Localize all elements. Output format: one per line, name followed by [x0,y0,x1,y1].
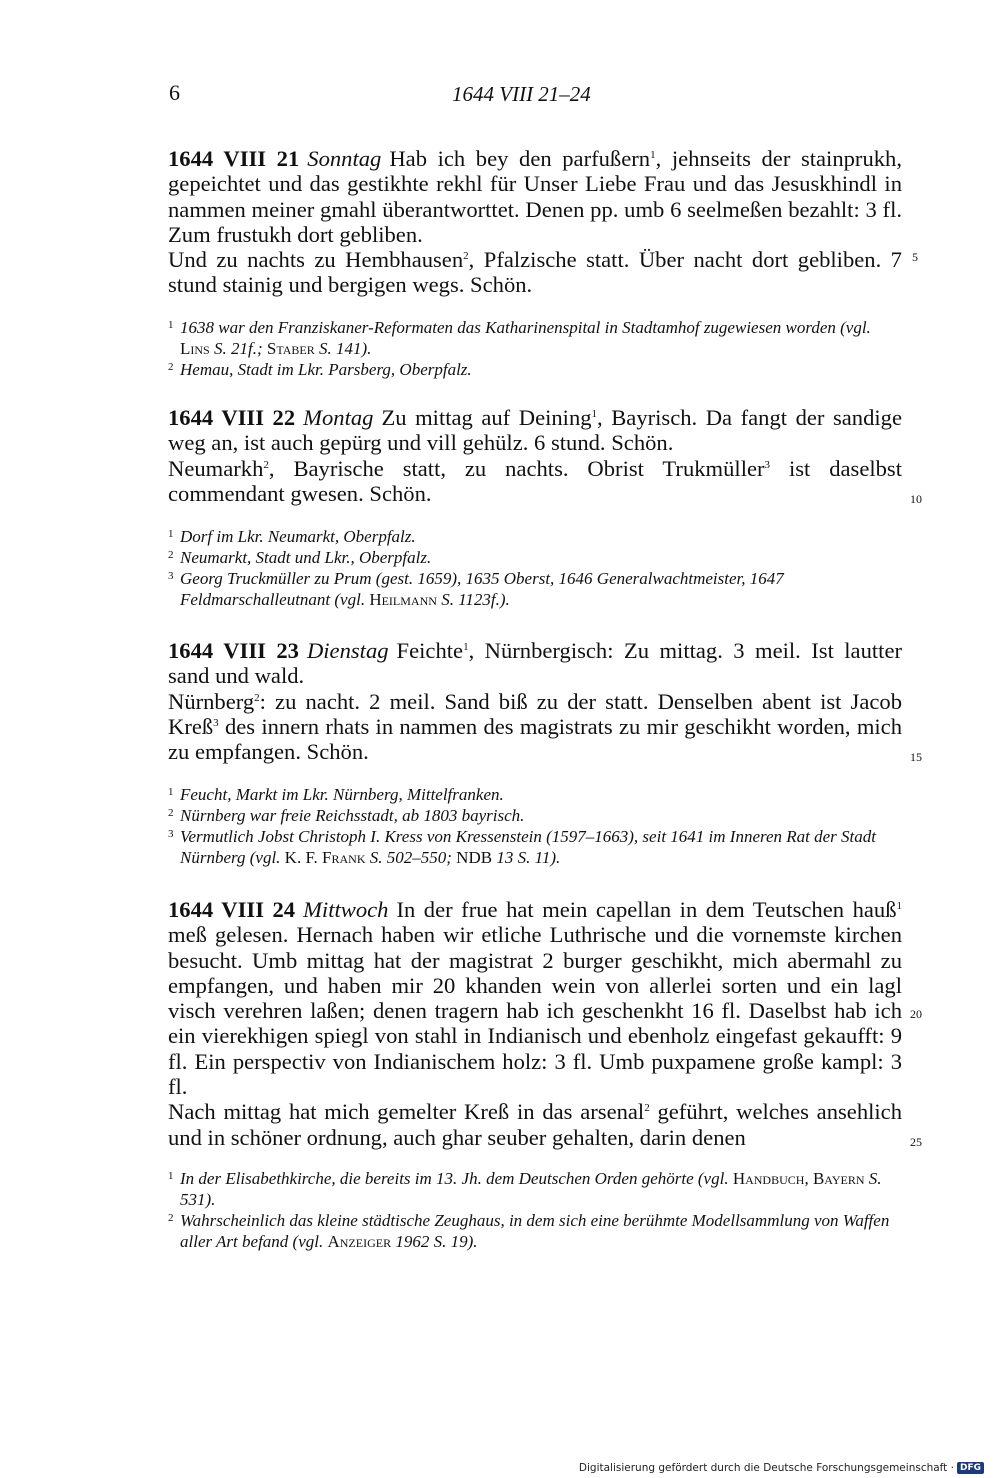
footnote-mark: 2 [168,361,174,373]
footnote-author: K. F. Frank [284,848,366,867]
entry-text: , Pfalzische statt. Über nacht dort gebliben. 7 stund stainig und bergigen wegs. Schön. [168,247,902,298]
footnote [168,317,902,359]
footnote-text: Neumarkt, Stadt und Lkr., Oberpfalz. [180,548,432,567]
footnote-mark: 1 [168,528,174,540]
entry-paragraph [168,405,902,456]
entry-paragraph [168,247,902,298]
dfg-logo-icon: DFG [957,1462,984,1474]
entry-4-footnotes [168,1168,902,1252]
footnote [168,526,902,547]
entry-weekday: Dienstag [306,638,389,663]
entry-text: meß gelesen. Hernach haben wir etliche Luthrische und die vornemste kirchen besucht. Umb mittag hat der magistrat 2 burger geschikht, mich abermahl zu empfangen, und haben mir 20 khanden wein von allerlei sorten und ein lagl visch verehren laßen; denen tragern hab ich geschenkht 16 fl. Daselbst hab ich ein vierekhigen spiegl von stahl in Indianisch und ebenholz eingefast gekaufft: 9 fl. Ein perspectiv von Indianischem holz: 3 fl. Umb puxpamene große kampl: 3 fl. [168,922,902,1100]
entry-weekday: Montag [303,405,374,430]
footnote-text: 1962 S. 19). [391,1232,478,1251]
entry-2-footnotes [168,526,902,610]
line-number-25: 25 [910,1135,922,1149]
footnote-author: Handbuch, Bayern [732,1169,865,1188]
line-number-10: 10 [910,492,922,506]
entry-date: 1644 VIII 22 [168,405,296,430]
footnote-ref: 2 [644,1102,650,1115]
footnote-text: S. 21f.; [209,339,267,358]
entry-paragraph [168,897,902,1099]
diary-entry-4 [168,897,902,1150]
entry-text: Feichte [396,638,464,663]
diary-entry-1 [168,146,902,298]
entry-3-footnotes [168,784,902,868]
footnote-author: Staber [266,339,315,358]
footnote-ref: 1 [463,641,469,653]
footnote [168,805,902,826]
footnote-text: Wahrscheinlich das kleine städtische Zeughaus, in dem sich eine berühmte Modellsammlung von Waffen aller Art befand (vgl. [180,1211,890,1251]
footnote-ref: 2 [254,691,260,704]
line-number-15: 15 [910,750,922,764]
entry-text: : zu nacht. 2 meil. Sand biß zu der statt. Denselben abent ist Jacob Kreß [168,688,902,739]
footnote-mark: 2 [168,807,174,819]
footnote-mark: 2 [168,549,174,561]
footnote-ref: 2 [263,458,269,471]
footnote [168,1168,902,1210]
dfg-credit [579,1462,984,1474]
footnote-text: Hemau, Stadt im Lkr. Parsberg, Oberpfalz. [180,360,472,379]
footnote-text: Vermutlich Jobst Christoph I. Kress von Kressenstein (1597–1663), seit 1641 im Inneren Rat der Stadt Nürnberg (vgl. [180,827,876,867]
entry-text: Zu mittag auf Deining [381,405,592,430]
entry-text: Nach mittag hat mich gemelter Kreß in das arsenal [168,1099,645,1125]
footnote-mark: 2 [168,1212,174,1224]
footnote-mark: 3 [168,828,174,840]
footnote-text: S. 502–550; [365,848,457,867]
entry-date: 1644 VIII 24 [168,897,296,922]
footnote-text: Georg Truckmüller zu Prum (gest. 1659), 1635 Oberst, 1646 Generalwachtmeister, 1647 Feldmarschalleutnant (vgl. [180,569,784,609]
entry-text: , Bayrisch. Da fangt der sandige weg an, ist auch gepürg und vill gehülz. 6 stund. Schön. [168,405,902,456]
entry-paragraph [168,638,902,689]
footnote-mark: 3 [168,570,174,582]
footnote-ref: 3 [764,458,771,471]
entry-text: Hab ich bey den parfußern [389,146,651,171]
credit-text: Digitalisierung gefördert durch die Deutsche Forschungsgemeinschaft · [578,1462,954,1474]
footnote-text: In der Elisabethkirche, die bereits im 13. Jh. dem Deutschen Orden gehörte (vgl. [180,1169,733,1188]
running-head: 1644 VIII 21–24 [452,82,591,106]
footnote-ref: 1 [896,900,902,912]
entry-text: , jehnseits der stainprukh, gepeichtet und das gestikhte rekhl für Unser Liebe Frau und das Jesuskhindl in nammen meiner gmahl überantworttet. Denen pp. umb 6 seelmeßen bezahlt: 3 fl. Zum frustukh dort gebliben. [168,146,902,247]
footnote-text: 13 S. 11). [492,848,561,867]
entry-paragraph [168,456,902,507]
entry-text: Neumarkh [168,455,264,481]
footnote [168,784,902,805]
entry-weekday: Mittwoch [303,897,389,922]
footnote-mark: 1 [168,1170,174,1182]
footnote-author: Heilmann [369,590,437,609]
diary-entry-3 [168,638,902,764]
entry-paragraph [168,689,902,765]
footnote-ref: 1 [591,408,598,420]
entry-text: , Nürnbergisch: Zu mittag. 3 meil. Ist lautter sand und wald. [168,638,902,689]
entry-1-footnotes [168,317,902,380]
entry-text: des innern rhats in nammen des magistrats zu mir geschikht worden, mich zu empfangen. Schön. [168,713,902,765]
footnote-ref: 1 [650,149,656,161]
footnote-author: NDB [456,848,493,867]
footnote-author: Anzeiger [327,1232,392,1251]
entry-text: ist daselbst commendant gwesen. Schön. [168,455,902,506]
entry-paragraph [168,146,902,247]
footnote-author: Lins [180,339,210,358]
entry-weekday: Sonntag [307,146,382,171]
entry-text: geführt, welches ansehlich und in schöner ordnung, auch ghar seuber gehalten, darin denen [168,1099,902,1150]
entry-text: Nürnberg [168,688,255,714]
footnote [168,826,902,868]
footnote-mark: 1 [168,319,174,331]
footnote-text: Nürnberg war freie Reichsstadt, ab 1803 bayrisch. [180,806,525,825]
footnote-ref: 3 [213,716,219,729]
footnote-text: S. 531). [180,1169,882,1209]
line-number-5: 5 [912,250,918,264]
entry-text: Und zu nachts zu Hembhausen [168,247,464,273]
entry-date: 1644 VIII 23 [168,638,299,663]
entry-text: , Bayrische statt, zu nachts. Obrist Trukmüller [268,455,765,481]
footnote-ref: 2 [463,250,469,263]
footnote [168,568,902,610]
footnote [168,1210,902,1252]
entry-paragraph [168,1099,902,1150]
entry-date: 1644 VIII 21 [168,146,300,171]
page-number: 6 [169,80,180,105]
footnote [168,547,902,568]
entry-text: In der frue hat mein capellan in dem Teutschen hauß [396,897,897,922]
footnote-text: S. 141). [314,339,372,358]
line-number-20: 20 [910,1007,922,1021]
footnote [168,359,902,380]
footnote-text: Dorf im Lkr. Neumarkt, Oberpfalz. [180,527,416,546]
footnote-text: S. 1123f.). [436,590,510,609]
footnote-text: 1638 war den Franziskaner-Reformaten das Katharinenspital in Stadtamhof zugewiesen worden (vgl. [180,318,871,337]
footnote-mark: 1 [168,786,174,798]
footnote-text: Feucht, Markt im Lkr. Nürnberg, Mittelfranken. [180,785,504,804]
diary-entry-2 [168,405,902,506]
